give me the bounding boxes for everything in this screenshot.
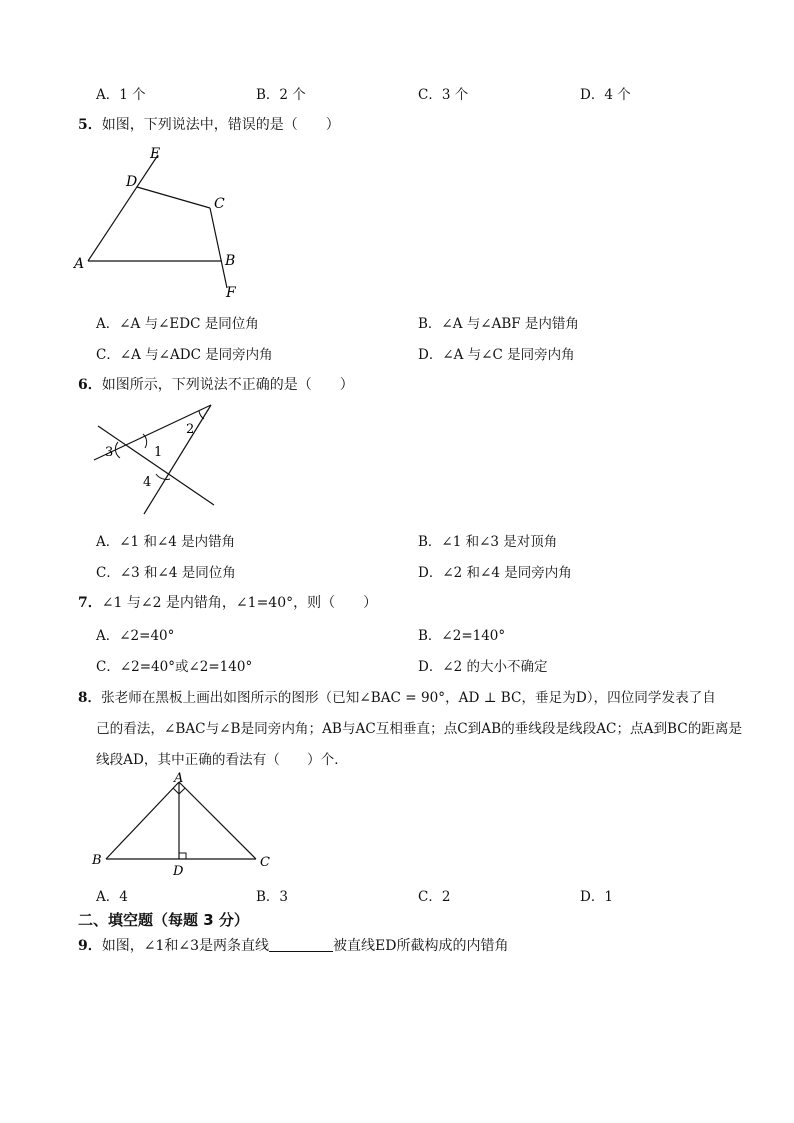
q9-after: 被直线ED所截构成的内错角 <box>333 938 509 954</box>
q6-arc-2 <box>199 411 204 419</box>
q8-figure <box>88 768 278 880</box>
q5-option-c: C．∠A 与∠ADC 是同旁内角 <box>96 347 273 363</box>
q7-option-c: C．∠2=40°或∠2=140° <box>96 659 253 675</box>
q8-label-c: C <box>260 855 270 870</box>
q9-stem <box>78 935 508 955</box>
q4-option-b: B．2 个 <box>256 87 306 103</box>
q8-option-d: D．1 <box>580 889 613 905</box>
q6-label-2: 2 <box>186 422 195 437</box>
q8-line3: 线段AD，其中正确的看法有（ ）个． <box>96 752 348 768</box>
q5-option-d: D．∠A 与∠C 是同旁内角 <box>418 347 575 363</box>
q8-line2: 己的看法，∠BAC与∠B是同旁内角；AB与AC互相垂直；点C到AB的垂线段是线段AC；点A到BC的距离是 <box>96 721 743 737</box>
q8-label-b: B <box>92 853 102 868</box>
q5-number: 5． <box>78 117 102 133</box>
q8-line-ab <box>106 782 179 859</box>
q9-number: 9． <box>78 938 102 954</box>
q5-label-d: D <box>126 174 138 190</box>
q7-option-b: B．∠2=140° <box>418 628 506 644</box>
q7-stem <box>78 592 377 612</box>
q6-option-a: A．∠1 和∠4 是内错角 <box>96 534 236 550</box>
q5-option-b: B．∠A 与∠ABF 是内错角 <box>418 316 579 332</box>
q5-line-cf <box>210 208 227 288</box>
q6-figure <box>90 400 225 520</box>
q4-option-a: A．1 个 <box>96 87 146 103</box>
q8-label-a: A <box>174 771 184 786</box>
q6-option-c: C．∠3 和∠4 是同位角 <box>96 565 236 581</box>
q5-label-b: B <box>225 253 236 269</box>
q6-label-1: 1 <box>154 445 163 460</box>
q4-option-c: C．3 个 <box>418 87 469 103</box>
q6-option-b: B．∠1 和∠3 是对顶角 <box>418 534 558 550</box>
q4-option-d: D．4 个 <box>580 87 631 103</box>
q9-answer-blank[interactable] <box>269 937 333 952</box>
q6-option-d: D．∠2 和∠4 是同旁内角 <box>418 565 572 581</box>
q5-label-e: E <box>150 146 161 162</box>
q7-number: 7． <box>78 595 102 611</box>
q9-before: 如图，∠1和∠3是两条直线 <box>101 938 270 954</box>
q8-line1: 张老师在黑板上画出如图所示的图形（已知∠BAC = 90°，AD ⊥ BC，垂足为D），四位同学发表了自 <box>101 690 716 706</box>
q7-option-a: A．∠2=40° <box>96 628 175 644</box>
q5-option-a: A．∠A 与∠EDC 是同位角 <box>96 316 259 332</box>
q5-label-f: F <box>226 285 236 300</box>
q6-label-4: 4 <box>143 475 152 490</box>
q8-option-a: A．4 <box>96 889 128 905</box>
q5-line-ae <box>88 155 158 261</box>
q5-line-dc <box>137 187 210 208</box>
q6-line-2 <box>98 426 214 505</box>
q8-number: 8． <box>78 690 102 706</box>
section-2-title: 二、填空题（每题 3 分） <box>78 911 249 929</box>
q5-stem <box>78 114 340 134</box>
q6-label-3: 3 <box>105 445 114 460</box>
q7-option-d: D．∠2 的大小不确定 <box>418 659 548 675</box>
q8-line-ac <box>179 782 256 859</box>
q5-text: 如图，下列说法中，错误的是（ ） <box>101 117 340 133</box>
q8-stem-line-1 <box>78 686 716 706</box>
q8-label-d: D <box>173 864 184 879</box>
q7-text: ∠1 与∠2 是内错角，∠1=40°，则（ ） <box>101 595 378 611</box>
q8-option-b: B．3 <box>256 889 289 905</box>
q5-label-c: C <box>214 196 225 212</box>
q6-stem <box>78 374 354 394</box>
q6-text: 如图所示，下列说法不正确的是（ ） <box>101 377 354 393</box>
q8-right-angle-d <box>179 853 186 859</box>
q5-label-a: A <box>74 256 85 272</box>
q6-number: 6． <box>78 377 102 393</box>
q5-figure <box>70 140 250 300</box>
q8-option-c: C．2 <box>418 889 451 905</box>
